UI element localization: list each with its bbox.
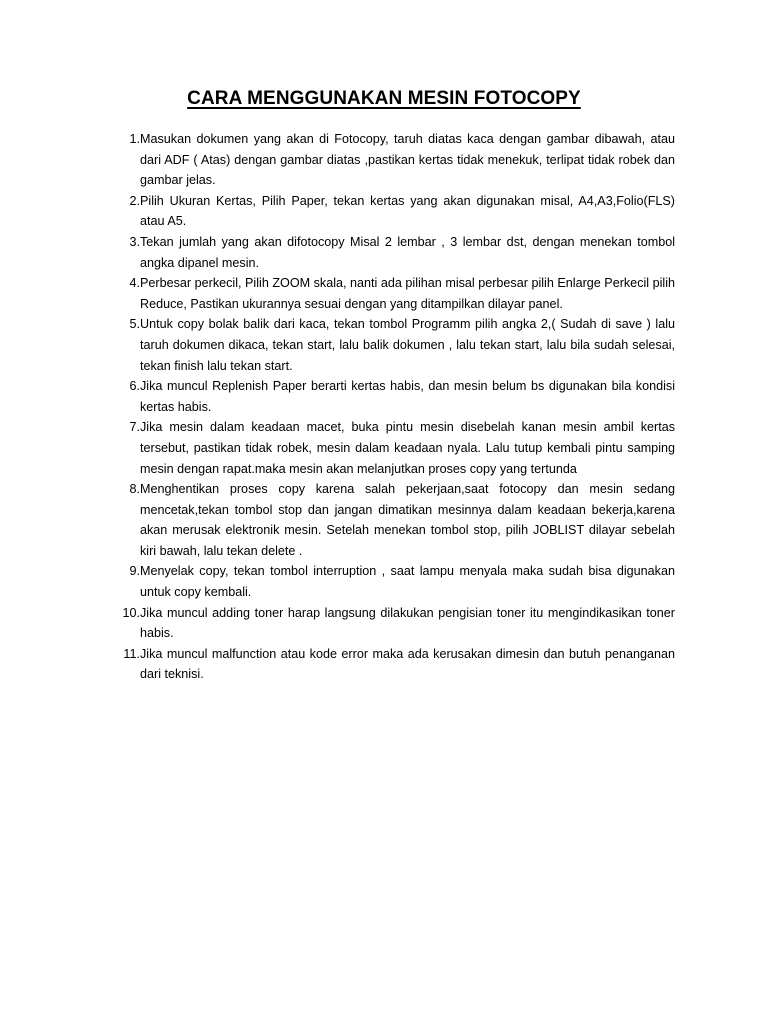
page-title-text: CARA MENGGUNAKAN MESIN FOTOCOPY <box>187 88 581 109</box>
item-text: Pilih Ukuran Kertas, Pilih Paper, tekan kertas yang akan digunakan misal, A4,A3,Folio(FLS) atau A5. <box>140 193 675 229</box>
list-item <box>112 561 675 602</box>
item-text: Untuk copy bolak balik dari kaca, tekan tombol Programm pilih angka 2,( Sudah di save ) lalu taruh dokumen dikaca, tekan start, lalu balik dokumen , lalu tekan start, lalu bila sudah selesai, tekan finish lalu tekan start. <box>140 317 675 373</box>
list-item <box>112 232 675 273</box>
item-number: 10. <box>122 605 140 620</box>
item-number: 8. <box>129 482 140 497</box>
item-number: 7. <box>129 420 140 435</box>
item-text: Masukan dokumen yang akan di Fotocopy, taruh diatas kaca dengan gambar dibawah, atau dari ADF ( Atas) dengan gambar diatas ,pastikan kertas tidak menekuk, terlipat tidak robek dan gambar jelas. <box>140 132 675 188</box>
item-number: 4. <box>129 276 140 291</box>
page-title <box>0 88 768 110</box>
list-item <box>112 314 675 376</box>
item-number: 5. <box>129 317 140 332</box>
item-text: Perbesar perkecil, Pilih ZOOM skala, nanti ada pilihan misal perbesar pilih Enlarge Perkecil pilih Reduce, Pastikan ukurannya sesuai dengan yang ditampilkan dilayar panel. <box>140 276 675 311</box>
item-text: Jika muncul malfunction atau kode error maka ada kerusakan dimesin dan butuh penanganan dari teknisi. <box>140 646 675 682</box>
list-item <box>112 417 675 479</box>
item-text: Jika muncul adding toner harap langsung dilakukan pengisian toner itu mengindikasikan toner habis. <box>140 605 675 641</box>
list-item <box>112 376 675 417</box>
item-text: Jika mesin dalam keadaan macet, buka pintu mesin disebelah kanan mesin ambil kertas tersebut, pastikan tidak robek, mesin dalam keadaan nyala. Lalu tutup kembali pintu samping mesin dengan rapat.maka mesin akan melanjutkan proses copy yang tertunda <box>140 420 675 476</box>
item-text: Tekan jumlah yang akan difotocopy Misal 2 lembar , 3 lembar dst, dengan menekan tombol angka dipanel mesin. <box>140 234 675 270</box>
list-item <box>112 273 675 314</box>
item-number: 6. <box>129 379 140 394</box>
list-item <box>112 479 675 561</box>
item-text: Jika muncul Replenish Paper berarti kertas habis, dan mesin belum bs digunakan bila kondisi kertas habis. <box>140 379 675 414</box>
item-text: Menyelak copy, tekan tombol interruption , saat lampu menyala maka sudah bisa digunakan untuk copy kembali. <box>140 564 675 600</box>
instruction-list <box>112 129 675 685</box>
list-item <box>112 191 675 232</box>
list-item <box>112 644 675 685</box>
item-text: Menghentikan proses copy karena salah pekerjaan,saat fotocopy dan mesin sedang mencetak,tekan tombol stop dan jangan dimatikan mesinnya dalam keadaan bekerja,karena akan merusak elektronik mesin. Setelah menekan tombol stop, pilih JOBLIST dilayar sebelah kiri bawah, lalu tekan delete . <box>140 482 675 558</box>
list-item <box>112 129 675 191</box>
item-number: 1. <box>129 132 140 146</box>
item-number: 2. <box>129 193 140 208</box>
item-number: 11. <box>123 646 140 661</box>
item-number: 3. <box>129 234 140 249</box>
list-item <box>112 603 675 644</box>
item-number: 9. <box>129 564 140 579</box>
